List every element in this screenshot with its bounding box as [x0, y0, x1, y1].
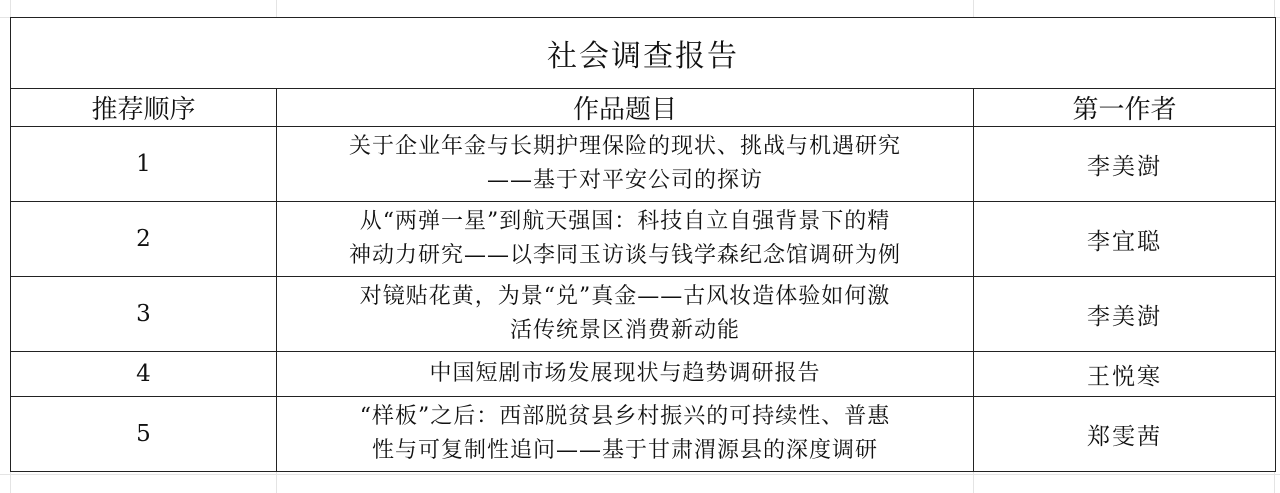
work-title-line: 从“两弹一星”到航天强国：科技自立自强背景下的精	[359, 209, 891, 234]
table-row	[11, 397, 1276, 472]
work-title-line: 活传统景区消费新动能	[509, 318, 740, 343]
author-cell[interactable]: 王悦寒	[974, 352, 1276, 397]
work-title-cell[interactable]	[277, 277, 974, 352]
work-title-line: 对镜贴花黄，为景“兑”真金——古风妆造体验如何激	[359, 284, 891, 309]
author-cell[interactable]: 李宜聪	[974, 202, 1276, 277]
table-row	[11, 127, 1276, 202]
work-title-line: 中国短剧市场发展现状与趋势调研报告	[429, 361, 821, 386]
author-cell[interactable]: 李美澍	[974, 127, 1276, 202]
work-title-cell[interactable]	[277, 127, 974, 202]
title-row	[11, 18, 1276, 89]
table-title[interactable]: 社会调查报告	[11, 18, 1276, 89]
rank-cell[interactable]: 3	[11, 277, 277, 352]
work-title-line: 关于企业年金与长期护理保险的现状、挑战与机遇研究	[348, 134, 901, 159]
grid-line	[0, 474, 1280, 475]
header-work[interactable]: 作品题目	[277, 89, 974, 127]
table-row	[11, 202, 1276, 277]
author-cell[interactable]: 郑雯茜	[974, 397, 1276, 472]
work-title-line: 性与可复制性追问——基于甘肃渭源县的深度调研	[371, 438, 878, 463]
rank-cell[interactable]: 4	[11, 352, 277, 397]
rank-cell[interactable]: 5	[11, 397, 277, 472]
header-row	[11, 89, 1276, 127]
work-title-cell[interactable]	[277, 352, 974, 397]
work-title-line: ——基于对平安公司的探访	[486, 168, 763, 193]
work-title-cell[interactable]	[277, 202, 974, 277]
rank-cell[interactable]: 1	[11, 127, 277, 202]
table-row	[11, 277, 1276, 352]
work-title-line: 神动力研究——以李同玉访谈与钱学森纪念馆调研为例	[348, 243, 901, 268]
report-table	[10, 17, 1276, 472]
author-cell[interactable]: 李美澍	[974, 277, 1276, 352]
rank-cell[interactable]: 2	[11, 202, 277, 277]
table-row	[11, 352, 1276, 397]
work-title-cell[interactable]	[277, 397, 974, 472]
header-rank[interactable]: 推荐顺序	[11, 89, 277, 127]
work-title-line: “样板”之后：西部脱贫县乡村振兴的可持续性、普惠	[359, 404, 891, 429]
header-author[interactable]: 第一作者	[974, 89, 1276, 127]
